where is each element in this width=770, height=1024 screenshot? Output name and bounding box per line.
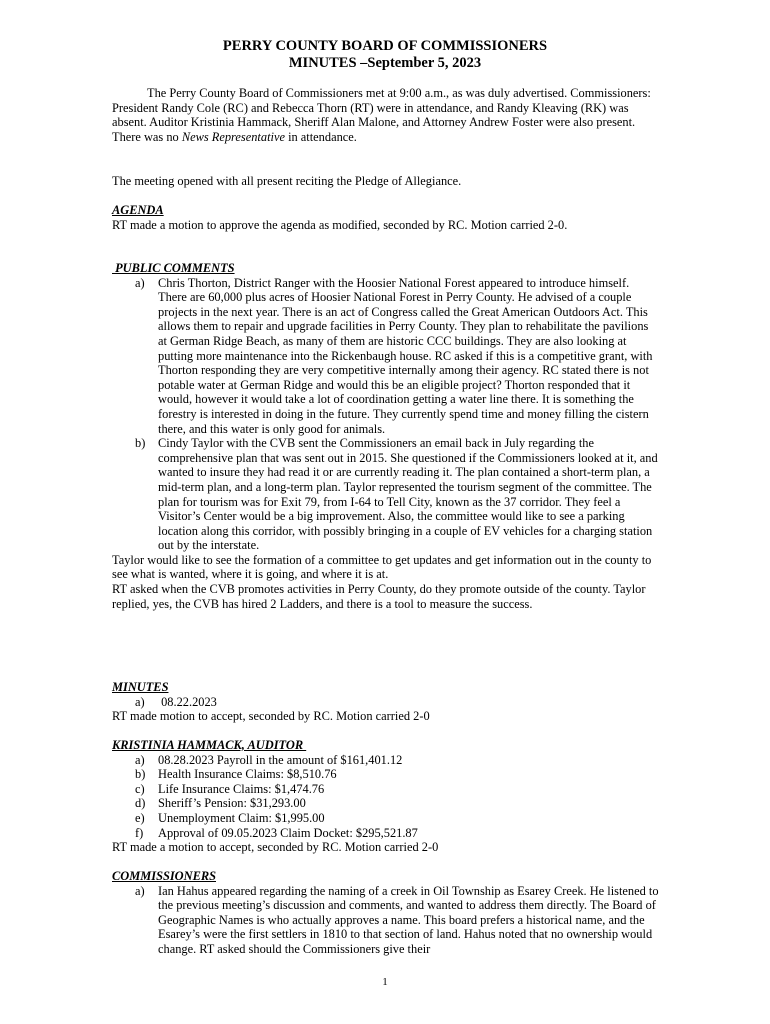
public-comments-section (112, 261, 660, 611)
document-title: PERRY COUNTY BOARD OF COMMISSIONERS (222, 38, 548, 54)
auditor-heading: KRISTINIA HAMMACK, AUDITOR (112, 738, 307, 752)
public-comments-question: RT asked when the CVB promotes activities in Perry County, do they promote outside of the county. Taylor replied, yes, the CVB has hired 2 Ladders, and there is a tool to measure the success. (112, 582, 646, 611)
list-marker: f) (135, 825, 144, 840)
list-marker: e) (135, 810, 145, 825)
list-item (112, 782, 660, 797)
list-item-text: Cindy Taylor with the CVB sent the Commissioners an email back in July regarding the comprehensive plan that was sent out in 2015. She questioned if the Commissioners looked at it, and wanted to insure they had read it or are currently reading it. The plan contained a short-term plan, a mid-term plan, and a long-term plan. Taylor represented the tourism segment of the committee. The plan for tourism was for Exit 79, from I-64 to Tell City, known as the 37 corridor. They feel a Visitor’s Center would be a big improvement. Also, the committee would like to see a parking location along this corridor, with possibly bringing in a couple of EV vehicles for a charging station out by the interstate. (158, 436, 658, 553)
list-item-text: Life Insurance Claims: $1,474.76 (158, 781, 325, 796)
agenda-heading: AGENDA (112, 203, 164, 217)
intro-section (112, 86, 660, 144)
pledge-section (112, 174, 660, 189)
pledge-paragraph: The meeting opened with all present reciting the Pledge of Allegiance. (112, 174, 462, 188)
list-item (112, 796, 660, 811)
list-item-text: Chris Thorton, District Ranger with the Hoosier National Forest appeared to introduce himself. There are 60,000 plus acres of Hoosier National Forest in Perry County. He advised of a couple projects in the next year. There is an act of Congress called the Great American Outdoors Act. This allows them to repair and upgrade facilities in Perry County. They plan to rehabilitate the pavilions at German Ridge Beach, as many of them are historic CCC buildings. They are also looking at putting more maintenance into the Rickenbaugh house. RC asked if this is a competitive grant, with Thorton responding they are very competitive internally among their agency. RC stated there is not potable water at German Ridge and would this be an eligible project? Thorton responded that it would, however it would take a lot of coordination getting a water line there. It is something the forestry is interested in doing in the future. They currently spend time and money filling the cistern there, and this water is only good for animals. (158, 275, 653, 436)
public-comments-followup: Taylor would like to see the formation of a committee to get updates and get information out in the county to see what is wanted, where it is going, and where it is at. (112, 552, 652, 582)
public-comments-list (112, 276, 660, 553)
minutes-heading: MINUTES (112, 680, 169, 694)
intro-text: The Perry County Board of Commissioners met at 9:00 a.m., as was duly advertised. Commissioners: President Randy Cole (RC) and Rebecca Thorn (RT) were in attendance, and Randy Kleaving (RK) was absent. Auditor Kristinia Hammack, Sheriff Alan Malone, and Attorney Andrew Foster were also present. There was no (112, 86, 651, 144)
minutes-list (112, 695, 660, 710)
list-item-text: Health Insurance Claims: $8,510.76 (158, 767, 337, 782)
auditor-section (112, 738, 660, 855)
commissioners-list (112, 884, 660, 957)
list-item (112, 436, 660, 553)
list-item-text: 08.28.2023 Payroll in the amount of $161,401.12 (158, 752, 403, 767)
commissioners-section (112, 869, 660, 957)
list-item (112, 753, 660, 768)
list-item-text: Approval of 09.05.2023 Claim Docket: $295,521.87 (158, 825, 418, 840)
list-item-text: Sheriff’s Pension: $31,293.00 (158, 796, 306, 811)
list-marker: a) (135, 752, 145, 767)
minutes-section (112, 680, 660, 724)
intro-paragraph (112, 86, 660, 144)
list-item-text: Unemployment Claim: $1,995.00 (158, 810, 325, 825)
list-marker: b) (135, 436, 146, 451)
page-number: 1 (382, 976, 388, 988)
list-marker: d) (135, 796, 146, 811)
list-marker: a) (135, 275, 145, 290)
list-item (112, 826, 660, 841)
auditor-motion: RT made a motion to accept, seconded by RC. Motion carried 2-0 (112, 840, 439, 855)
agenda-section (112, 203, 660, 232)
public-comments-heading: PUBLIC COMMENTS (112, 261, 235, 275)
list-marker: b) (135, 767, 146, 782)
list-item (112, 811, 660, 826)
list-marker: a) (135, 883, 145, 898)
agenda-motion: RT made a motion to approve the agenda as modified, seconded by RC. Motion carried 2-0. (112, 217, 568, 232)
list-item-text: 08.22.2023 (158, 694, 217, 709)
document-subtitle: MINUTES –September 5, 2023 (288, 55, 482, 71)
minutes-motion: RT made motion to accept, seconded by RC. Motion carried 2-0 (112, 709, 430, 724)
list-item-text: Ian Hahus appeared regarding the naming of a creek in Oil Township as Esarey Creek. He listened to the previous meeting’s discussion and comments, and wanted to address them directly. The Board of Geographic Names is who actually approves a name. This board prefers a historical name, and the Esarey’s were the first settlers in 1810 to that section of land. Hahus noted that no ownership would change. RT asked should the Commissioners give their (158, 883, 659, 956)
list-item (112, 884, 660, 957)
list-item (112, 767, 660, 782)
list-marker: c) (135, 781, 145, 796)
intro-text-end: in attendance. (284, 129, 357, 144)
list-item (112, 695, 660, 710)
list-marker: a) (135, 694, 145, 709)
intro-italic-text: News Representative (181, 129, 285, 144)
list-item (112, 276, 660, 437)
auditor-list (112, 753, 660, 841)
commissioners-heading: COMMISSIONERS (112, 869, 216, 883)
